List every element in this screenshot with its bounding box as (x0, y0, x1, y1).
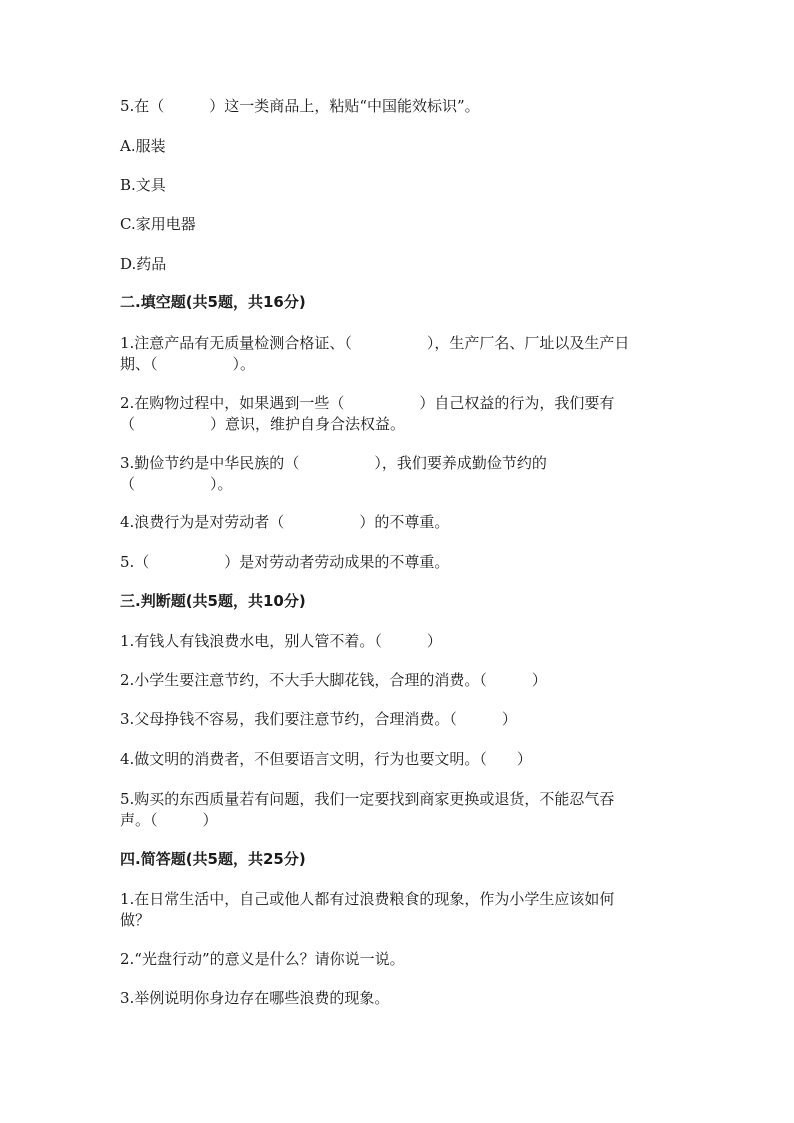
fill-blank-line: 1.注意产品有无质量检测合格证、（ ），生产厂名、厂址以及生产日 (120, 334, 630, 352)
fill-blank-line: （ ）。 (120, 475, 233, 493)
fill-blank-line: 期、（ ）。 (120, 355, 256, 373)
fill-blank-line: 5.（ ）是对劳动者劳动成果的不尊重。 (120, 553, 450, 571)
section-heading-fill-blank: 二.填空题(共5题，共16分) (120, 293, 306, 311)
true-false-line: 1.有钱人有钱浪费水电，别人管不着。（ ） (120, 632, 442, 650)
true-false-line: 2.小学生要注意节约，不大手大脚花钱，合理的消费。（ ） (120, 671, 547, 689)
short-answer-line: 做？ (120, 911, 151, 929)
option-a: A.服装 (120, 137, 166, 155)
true-false-line: 5.购买的东西质量若有问题，我们一定要找到商家更换或退货，不能忍气吞 (120, 790, 615, 808)
short-answer-line: 2.“光盘行动”的意义是什么？请你说一说。 (120, 950, 405, 968)
true-false-line: 3.父母挣钱不容易，我们要注意节约，合理消费。（ ） (120, 710, 517, 728)
fill-blank-line: 2.在购物过程中，如果遇到一些（ ）自己权益的行为，我们要有 (120, 394, 615, 412)
true-false-line: 声。（ ） (120, 811, 218, 829)
section-heading-short-answer: 四.简答题(共5题，共25分) (120, 850, 306, 868)
fill-blank-line: （ ）意识，维护自身合法权益。 (120, 415, 406, 433)
fill-blank-line: 3.勤俭节约是中华民族的（ ），我们要养成勤俭节约的 (120, 454, 547, 472)
true-false-line: 4.做文明的消费者，不但要语言文明，行为也要文明。（ ） (120, 750, 532, 768)
option-d: D.药品 (120, 255, 167, 273)
option-b: B.文具 (120, 176, 166, 194)
fill-blank-line: 4.浪费行为是对劳动者（ ）的不尊重。 (120, 513, 450, 531)
section-heading-true-false: 三.判断题(共5题，共10分) (120, 592, 306, 610)
question-stem: 5.在（ ）这一类商品上，粘贴“中国能效标识”。 (120, 97, 480, 115)
option-c: C.家用电器 (120, 215, 196, 233)
short-answer-line: 1.在日常生活中，自己或他人都有过浪费粮食的现象，作为小学生应该如何 (120, 890, 615, 908)
short-answer-line: 3.举例说明你身边存在哪些浪费的现象。 (120, 989, 390, 1007)
